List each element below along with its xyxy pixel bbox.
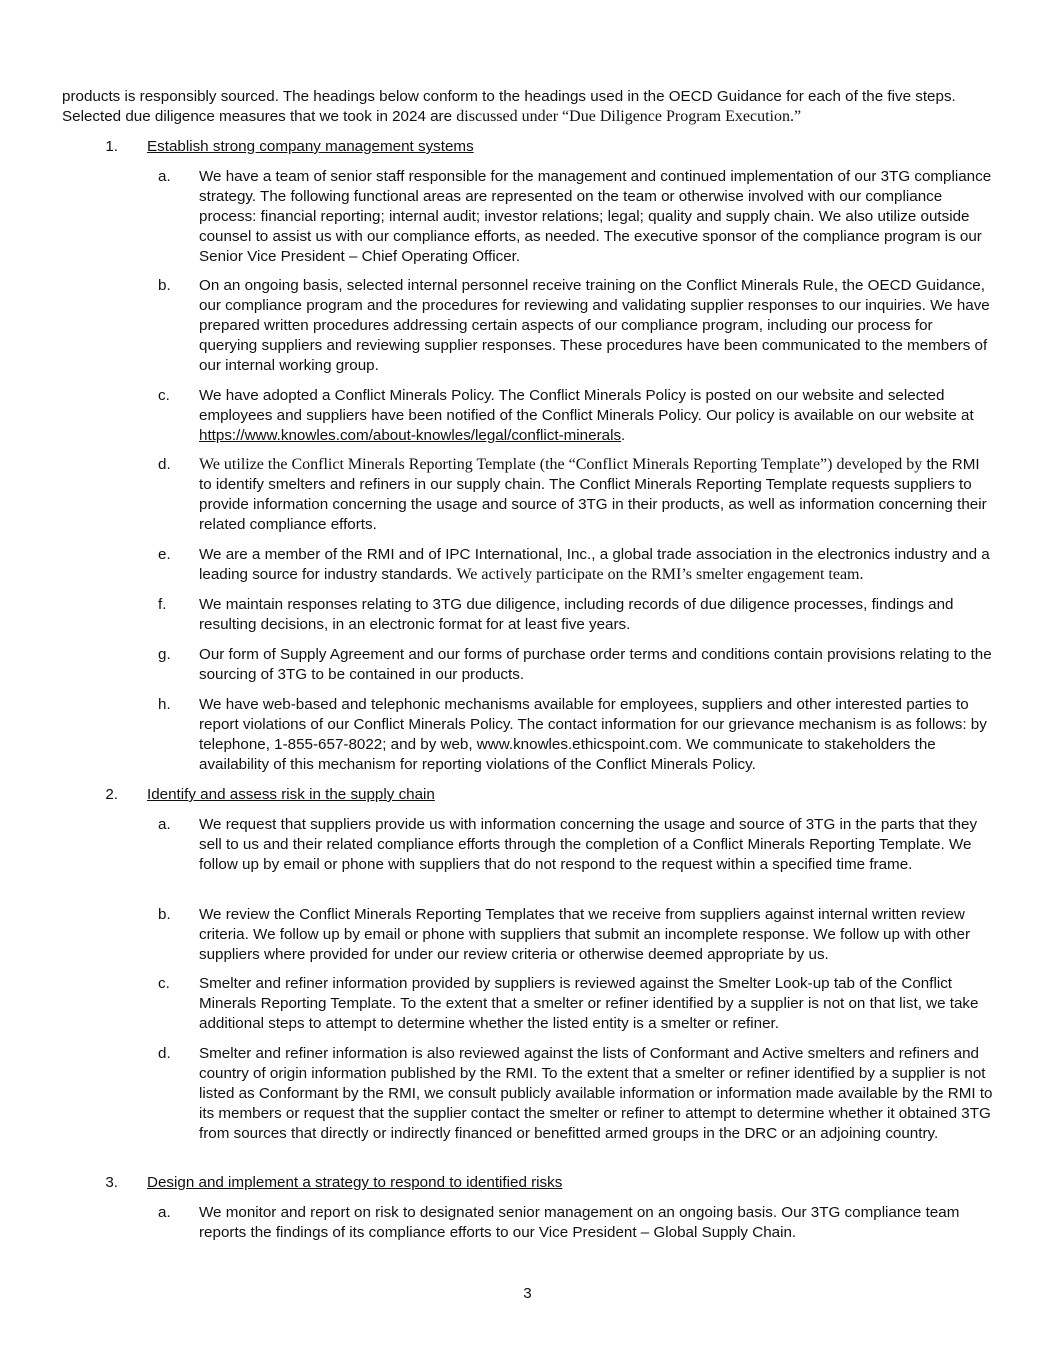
item-text (199, 386, 994, 446)
item-letter: g. (158, 646, 171, 663)
item-text: Smelter and refiner information is also reviewed against the lists of Conformant and Active smelters and refiners and country of origin information published by the RMI. To the extent that a smelter or refiner identified by a supplier is not listed as Conformant by the RMI, we consult publicly available information or information made available by the RMI to its members or request that the supplier contact the smelter or refiner to attempt to determine whether it obtained 3TG from sources that directly or indirectly financed or benefitted armed groups in the DRC or an adjoining country. (199, 1045, 993, 1142)
item-text: On an ongoing basis, selected internal personnel receive training on the Conflict Minerals Rule, the OECD Guidance, our compliance program and the procedures for reviewing and validating supplier responses to our inquiries. We have prepared written procedures addressing certain aspects of our compliance program, including our process for querying suppliers and reviewing supplier responses. These procedures have been communicated to the members of our internal working group. (199, 277, 990, 374)
list-item-1e (158, 545, 994, 585)
item-letter: a. (158, 816, 171, 833)
item-letter: c. (158, 975, 170, 992)
list-item-1d (158, 455, 994, 535)
item-letter: h. (158, 696, 171, 713)
item-text: Our form of Supply Agreement and our forms of purchase order terms and conditions contain provisions relating to the sourcing of 3TG to be contained in our products. (199, 646, 992, 683)
section-title: Identify and assess risk in the supply chain (147, 786, 435, 803)
section-number: 1. (105, 138, 118, 155)
item-text-body: the RMI to identify smelters and refiners in our supply chain. The Conflict Minerals Reporting Template requests suppliers to provide information concerning the usage and source of 3TG in their products, as well as information concerning their related compliance efforts. (199, 456, 987, 533)
item-letter: b. (158, 277, 171, 294)
item-text: We monitor and report on risk to designated senior management on an ongoing basis. Our 3TG compliance team reports the findings of its compliance efforts to our Vice President – Global Supply Chain. (199, 1204, 960, 1241)
item-letter: f. (158, 596, 167, 613)
item-letter: b. (158, 906, 171, 923)
list-item-1g (158, 645, 994, 685)
item-text-end: . (621, 427, 626, 444)
section-heading-3 (62, 1173, 992, 1193)
item-letter: c. (158, 387, 170, 404)
item-text: We maintain responses relating to 3TG due diligence, including records of due diligence processes, findings and resulting decisions, in an electronic format for at least five years. (199, 596, 954, 633)
item-text-serif: We utilize the Conflict Minerals Reporting Template (the “Conflict Minerals Reporting Template”) developed by (199, 456, 923, 473)
intro-paragraph (62, 87, 992, 127)
item-text: We review the Conflict Minerals Reporting Templates that we receive from suppliers against internal written review criteria. We follow up by email or phone with suppliers that submit an incomplete response. We follow up with other suppliers where provided for under our review criteria or otherwise deemed appropriate by us. (199, 906, 971, 963)
page-number: 3 (523, 1285, 532, 1302)
item-letter: a. (158, 168, 171, 185)
list-item-3a (158, 1203, 994, 1243)
item-text-body: We have adopted a Conflict Minerals Policy. The Conflict Minerals Policy is posted on our website and selected employees and suppliers have been notified of the Conflict Minerals Policy. Our policy is available on our website at (199, 387, 974, 424)
list-item-1b (158, 276, 994, 376)
section-heading-1 (62, 137, 992, 157)
section-heading-2 (62, 785, 992, 805)
list-item-1h (158, 695, 994, 775)
list-item-2b (158, 905, 994, 965)
item-text: We request that suppliers provide us with information concerning the usage and source of 3TG in the parts that they sell to us and their related compliance efforts through the completion of a Conflict Minerals Reporting Template. We follow up by email or phone with suppliers that do not respond to the request within a specified time frame. (199, 816, 978, 873)
item-text: We have a team of senior staff responsible for the management and continued implementation of our 3TG compliance strategy. The following functional areas are represented on the team or otherwise involved with our compliance process: financial reporting; internal audit; investor relations; legal; quality and supply chain. We also utilize outside counsel to assist us with our compliance efforts, as needed. The executive sponsor of the compliance program is our Senior Vice President – Chief Operating Officer. (199, 168, 992, 265)
list-item-2c (158, 974, 994, 1034)
item-letter: d. (158, 1045, 171, 1062)
item-text-serif: We actively participate on the RMI’s smelter engagement team. (456, 566, 864, 583)
list-item-1c (158, 386, 994, 446)
section-title: Design and implement a strategy to respond to identified risks (147, 1174, 563, 1191)
section-title: Establish strong company management systems (147, 138, 474, 155)
item-text-body: We are a member of the RMI and of IPC International, Inc., a global trade association in the electronics industry and a leading source for industry standards. (199, 546, 990, 583)
list-item-2a (158, 815, 994, 875)
list-item-1f (158, 595, 994, 635)
item-letter: a. (158, 1204, 171, 1221)
section-number: 3. (105, 1174, 118, 1191)
conflict-minerals-policy-link[interactable]: https://www.knowles.com/about-knowles/legal/conflict-minerals (199, 427, 622, 444)
intro-text: products is responsibly sourced. The headings below conform to the headings used in the OECD Guidance for each of the five steps. Selected due diligence measures that we took in 2024 are (62, 88, 956, 125)
list-item-2d (158, 1044, 994, 1144)
item-text: We have web-based and telephonic mechanisms available for employees, suppliers and other interested parties to report violations of our Conflict Minerals Policy. The contact information for our grievance mechanism is as follows: by telephone, 1-855-657-8022; and by web, www.knowles.ethicspoint.com. We communicate to stakeholders the availability of this mechanism for reporting violations of the Conflict Minerals Policy. (199, 696, 987, 773)
intro-text-serif: discussed under “Due Diligence Program Execution.” (456, 108, 802, 125)
item-text (199, 545, 994, 585)
list-item-1a (158, 167, 994, 267)
item-letter: e. (158, 546, 171, 563)
item-text (199, 455, 994, 535)
item-text: Smelter and refiner information provided by suppliers is reviewed against the Smelter Look-up tab of the Conflict Minerals Reporting Template. To the extent that a smelter or refiner identified by a supplier is not on that list, we take additional steps to attempt to determine whether the listed entity is a smelter or refiner. (199, 975, 979, 1032)
section-number: 2. (105, 786, 118, 803)
item-letter: d. (158, 456, 171, 473)
